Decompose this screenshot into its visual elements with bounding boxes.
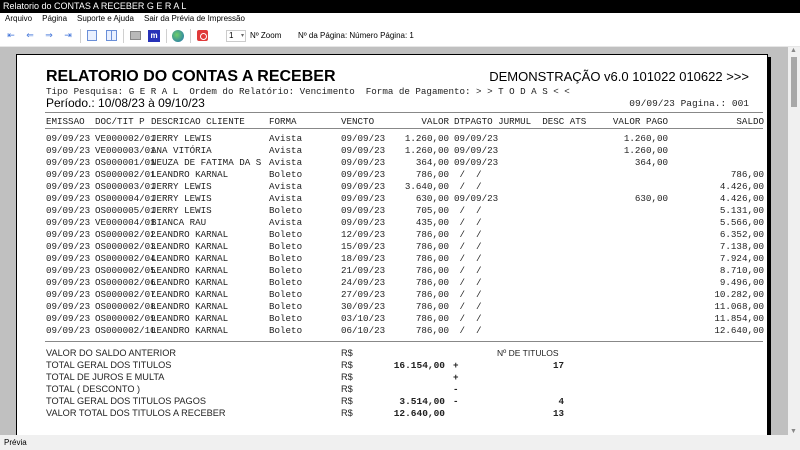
- cell-vencto: 06/10/23: [341, 325, 386, 336]
- summary-count-header: Nº DE TITULOS: [497, 348, 559, 358]
- cell-forma: Boleto: [269, 253, 303, 264]
- cell-cliente: NEUZA DE FATIMA DA S: [151, 157, 262, 168]
- col-forma: FORMA: [269, 116, 297, 127]
- zoom-value: 1: [229, 31, 234, 40]
- cell-forma: Avista: [269, 145, 303, 156]
- cell-saldo: 4.426,00: [719, 181, 764, 192]
- web-export-icon[interactable]: [171, 29, 185, 43]
- cell-emissao: 09/09/23: [46, 301, 91, 312]
- cell-saldo: 7.924,00: [719, 253, 764, 264]
- cell-emissao: 09/09/23: [46, 133, 91, 144]
- table-row: [46, 277, 764, 288]
- cell-valor: 786,00: [415, 265, 449, 276]
- last-page-icon[interactable]: ⇥: [64, 30, 72, 40]
- cell-saldo: 786,00: [730, 169, 764, 180]
- cell-saldo: 5.131,00: [719, 205, 764, 216]
- cell-vencto: 09/09/23: [341, 145, 386, 156]
- table-row: [46, 241, 764, 252]
- col-emissao: EMISSAO: [46, 116, 85, 127]
- table-row: [46, 229, 764, 240]
- cell-forma: Boleto: [269, 301, 303, 312]
- col-cliente: DESCRICAO CLIENTE: [151, 116, 245, 127]
- cell-doc: OS000002/04: [95, 253, 156, 264]
- cell-doc: VE000002/01: [95, 133, 156, 144]
- summary-rs: R$: [341, 372, 353, 382]
- cell-emissao: 09/09/23: [46, 181, 91, 192]
- cell-cliente: LEANDRO KARNAL: [151, 241, 229, 252]
- cell-valor_pago: 1.260,00: [623, 145, 668, 156]
- col-valor-pago: VALOR PAGO: [612, 116, 668, 127]
- cell-emissao: 09/09/23: [46, 277, 91, 288]
- col-doc: DOC/TIT P: [95, 116, 145, 127]
- two-pages-icon[interactable]: [104, 29, 118, 43]
- cell-valor: 786,00: [415, 253, 449, 264]
- summary-sign: +: [453, 360, 459, 371]
- cell-forma: Boleto: [269, 277, 303, 288]
- cell-dtpagto: / /: [454, 229, 482, 240]
- cell-doc: OS000003/01: [95, 181, 156, 192]
- cell-forma: Avista: [269, 217, 303, 228]
- report-filters: Tipo Pesquisa: G E R A L Ordem do Relatório: Vencimento Forma de Pagamento: > > T O D A S < <: [46, 86, 570, 97]
- cell-dtpagto: / /: [454, 181, 482, 192]
- cell-cliente: LEANDRO KARNAL: [151, 301, 229, 312]
- summary-label: TOTAL ( DESCONTO ): [46, 384, 141, 394]
- status-bar: Prévia: [0, 435, 800, 450]
- cell-doc: OS000004/01: [95, 193, 156, 204]
- cell-vencto: 27/09/23: [341, 289, 386, 300]
- table-row: [46, 145, 764, 156]
- cell-dtpagto: / /: [454, 301, 482, 312]
- table-row: [46, 157, 764, 168]
- summary-value: 3.514,00: [399, 396, 445, 407]
- cell-forma: Avista: [269, 133, 303, 144]
- cell-valor: 630,00: [415, 193, 449, 204]
- cell-saldo: 12.640,00: [714, 325, 764, 336]
- cell-saldo: 10.282,00: [714, 289, 764, 300]
- cell-doc: OS000002/09: [95, 313, 156, 324]
- summary-label: VALOR DO SALDO ANTERIOR: [46, 348, 177, 358]
- cell-valor: 786,00: [415, 277, 449, 288]
- scroll-thumb[interactable]: [791, 57, 797, 107]
- cell-dtpagto: 09/09/23: [454, 133, 499, 144]
- cell-emissao: 09/09/23: [46, 325, 91, 336]
- summary-sign: +: [453, 372, 459, 383]
- col-valor: VALOR: [421, 116, 449, 127]
- cell-doc: OS000002/06: [95, 277, 156, 288]
- cell-emissao: 09/09/23: [46, 289, 91, 300]
- cell-saldo: 11.854,00: [714, 313, 764, 324]
- cell-dtpagto: 09/09/23: [454, 145, 499, 156]
- cell-dtpagto: / /: [454, 169, 482, 180]
- cell-doc: OS000002/02: [95, 229, 156, 240]
- table-row: [46, 217, 764, 228]
- report-title: RELATORIO DO CONTAS A RECEBER: [46, 68, 336, 85]
- cell-doc: VE000004/01: [95, 217, 156, 228]
- cell-emissao: 09/09/23: [46, 205, 91, 216]
- cell-dtpagto: / /: [454, 313, 482, 324]
- vertical-scrollbar[interactable]: [788, 47, 800, 435]
- col-vencto: VENCTO: [341, 116, 375, 127]
- cell-vencto: 09/09/23: [341, 181, 386, 192]
- separator: [190, 29, 191, 43]
- table-row: [46, 289, 764, 300]
- cell-saldo: 6.352,00: [719, 229, 764, 240]
- cell-valor_pago: 364,00: [634, 157, 668, 168]
- cell-forma: Boleto: [269, 229, 303, 240]
- cell-valor: 786,00: [415, 313, 449, 324]
- cell-vencto: 09/09/23: [341, 205, 386, 216]
- cell-forma: Boleto: [269, 205, 303, 216]
- cell-valor: 364,00: [415, 157, 449, 168]
- cell-valor: 786,00: [415, 301, 449, 312]
- page-number-label: Nº da Página: Número Página: 1: [298, 31, 414, 40]
- summary-count: 17: [552, 360, 564, 371]
- cell-dtpagto: / /: [454, 253, 482, 264]
- cell-emissao: 09/09/23: [46, 169, 91, 180]
- table-row: [46, 301, 764, 312]
- cell-cliente: LEANDRO KARNAL: [151, 169, 229, 180]
- separator: [123, 29, 124, 43]
- first-page-icon[interactable]: ⇤: [7, 30, 15, 40]
- menu-sair-previa[interactable]: Sair da Prévia de Impressão: [143, 14, 245, 23]
- summary-row: [46, 360, 764, 372]
- cell-forma: Boleto: [269, 289, 303, 300]
- cell-doc: VE000003/01: [95, 145, 156, 156]
- cell-emissao: 09/09/23: [46, 253, 91, 264]
- cell-valor: 1.260,00: [404, 145, 449, 156]
- cell-dtpagto: / /: [454, 325, 482, 336]
- summary-count: 4: [558, 396, 564, 407]
- separator: [166, 29, 167, 43]
- cell-dtpagto: 09/09/23: [454, 193, 499, 204]
- summary-label: TOTAL DE JUROS E MULTA: [46, 372, 165, 382]
- cell-vencto: 09/09/23: [341, 217, 386, 228]
- col-saldo: SALDO: [736, 116, 764, 127]
- summary-count: 13: [552, 408, 564, 419]
- cell-dtpagto: / /: [454, 265, 482, 276]
- summary-rs: R$: [341, 384, 353, 394]
- cell-vencto: 09/09/23: [341, 133, 386, 144]
- summary-row: [46, 348, 764, 360]
- table-row: [46, 169, 764, 180]
- table-row: [46, 193, 764, 204]
- table-row: [46, 313, 764, 324]
- cell-saldo: 7.138,00: [719, 241, 764, 252]
- cell-valor: 786,00: [415, 241, 449, 252]
- scroll-down-icon[interactable]: ▼: [790, 428, 797, 435]
- cell-cliente: LEANDRO KARNAL: [151, 253, 229, 264]
- cell-cliente: JERRY LEWIS: [151, 205, 212, 216]
- cell-emissao: 09/09/23: [46, 313, 91, 324]
- cell-valor: 435,00: [415, 217, 449, 228]
- cell-emissao: 09/09/23: [46, 241, 91, 252]
- cell-forma: Avista: [269, 193, 303, 204]
- cell-doc: OS000002/05: [95, 265, 156, 276]
- cell-vencto: 15/09/23: [341, 241, 386, 252]
- export-icon[interactable]: m: [147, 29, 161, 43]
- summary-row: [46, 372, 764, 384]
- cell-doc: OS000005/01: [95, 205, 156, 216]
- cell-saldo: 9.496,00: [719, 277, 764, 288]
- cell-valor: 705,00: [415, 205, 449, 216]
- close-preview-icon[interactable]: [195, 29, 209, 43]
- zoom-select[interactable]: [226, 30, 246, 42]
- cell-forma: Avista: [269, 157, 303, 168]
- cell-forma: Boleto: [269, 325, 303, 336]
- summary-label: TOTAL GERAL DOS TITULOS PAGOS: [46, 396, 206, 406]
- cell-vencto: 09/09/23: [341, 169, 386, 180]
- cell-dtpagto: / /: [454, 205, 482, 216]
- cell-doc: OS000002/08: [95, 301, 156, 312]
- cell-valor: 786,00: [415, 325, 449, 336]
- cell-vencto: 09/09/23: [341, 157, 386, 168]
- cell-emissao: 09/09/23: [46, 193, 91, 204]
- cell-forma: Avista: [269, 181, 303, 192]
- cell-cliente: BIANCA RAU: [151, 217, 207, 228]
- cell-valor_pago: 630,00: [634, 193, 668, 204]
- cell-cliente: LEANDRO KARNAL: [151, 265, 229, 276]
- menu-arquivo[interactable]: Arquivo: [5, 14, 33, 23]
- cell-vencto: 03/10/23: [341, 313, 386, 324]
- preview-viewport: [0, 47, 788, 435]
- cell-vencto: 12/09/23: [341, 229, 386, 240]
- window-title: Relatorio do CONTAS A RECEBER G E R A L: [0, 0, 800, 13]
- demo-version: DEMONSTRAÇÃO v6.0 101022 010622 >>>: [489, 69, 749, 84]
- cell-dtpagto: / /: [454, 217, 482, 228]
- table-header: [46, 116, 764, 127]
- cell-saldo: 5.566,00: [719, 217, 764, 228]
- cell-emissao: 09/09/23: [46, 229, 91, 240]
- col-dtpagto: DTPAGTO JURMUL DESC ATS: [454, 116, 587, 127]
- divider: [45, 341, 763, 342]
- print-icon[interactable]: [128, 29, 142, 43]
- report-period: Período.: 10/08/23 à 09/10/23: [46, 96, 205, 110]
- cell-valor: 1.260,00: [404, 133, 449, 144]
- cell-doc: OS000002/03: [95, 241, 156, 252]
- next-page-icon[interactable]: ⇒: [45, 30, 53, 40]
- table-row: [46, 181, 764, 192]
- cell-emissao: 09/09/23: [46, 217, 91, 228]
- chevron-down-icon: ▾: [240, 33, 244, 39]
- cell-vencto: 21/09/23: [341, 265, 386, 276]
- cell-dtpagto: 09/09/23: [454, 157, 499, 168]
- divider: [45, 128, 763, 129]
- cell-emissao: 09/09/23: [46, 265, 91, 276]
- summary-sign: -: [453, 396, 459, 407]
- cell-saldo: 8.710,00: [719, 265, 764, 276]
- cell-cliente: JERRY LEWIS: [151, 193, 212, 204]
- cell-saldo: 11.068,00: [714, 301, 764, 312]
- cell-valor: 786,00: [415, 229, 449, 240]
- cell-cliente: LEANDRO KARNAL: [151, 313, 229, 324]
- cell-valor: 3.640,00: [404, 181, 449, 192]
- previous-page-icon[interactable]: ⇐: [26, 30, 34, 40]
- cell-emissao: 09/09/23: [46, 157, 91, 168]
- cell-valor_pago: 1.260,00: [623, 133, 668, 144]
- cell-doc: OS000002/01: [95, 169, 156, 180]
- cell-cliente: JERRY LEWIS: [151, 181, 212, 192]
- cell-forma: Boleto: [269, 265, 303, 276]
- scroll-up-icon[interactable]: ▲: [790, 47, 797, 54]
- single-page-icon[interactable]: [85, 29, 99, 43]
- report-page: [16, 54, 768, 435]
- cell-valor: 786,00: [415, 289, 449, 300]
- cell-dtpagto: / /: [454, 241, 482, 252]
- summary-value: 12.640,00: [393, 408, 445, 419]
- cell-cliente: LEANDRO KARNAL: [151, 229, 229, 240]
- cell-doc: OS000001/01: [95, 157, 156, 168]
- table-row: [46, 205, 764, 216]
- menu-bar: [0, 13, 800, 25]
- summary-label: VALOR TOTAL DOS TITULOS A RECEBER: [46, 408, 226, 418]
- summary-label: TOTAL GERAL DOS TITULOS: [46, 360, 172, 370]
- cell-doc: OS000002/07: [95, 289, 156, 300]
- cell-doc: OS000002/10: [95, 325, 156, 336]
- cell-vencto: 30/09/23: [341, 301, 386, 312]
- cell-dtpagto: / /: [454, 277, 482, 288]
- table-row: [46, 253, 764, 264]
- summary-row: [46, 384, 764, 396]
- cell-cliente: JERRY LEWIS: [151, 133, 212, 144]
- summary-rs: R$: [341, 360, 353, 370]
- cell-forma: Boleto: [269, 241, 303, 252]
- cell-saldo: 4.426,00: [719, 193, 764, 204]
- divider: [45, 112, 763, 113]
- separator: [80, 29, 81, 43]
- summary-rs: R$: [341, 408, 353, 418]
- cell-forma: Boleto: [269, 169, 303, 180]
- menu-pagina[interactable]: Página: [42, 14, 68, 23]
- summary-row: [46, 396, 764, 408]
- summary-rs: R$: [341, 348, 353, 358]
- cell-cliente: LEANDRO KARNAL: [151, 277, 229, 288]
- zoom-label: Nº Zoom: [250, 31, 282, 40]
- summary-rs: R$: [341, 396, 353, 406]
- cell-forma: Boleto: [269, 313, 303, 324]
- summary-row: [46, 408, 764, 420]
- summary-sign: -: [453, 384, 459, 395]
- cell-cliente: ANA VITÓRIA: [151, 145, 212, 156]
- table-row: [46, 133, 764, 144]
- table-row: [46, 265, 764, 276]
- cell-cliente: LEANDRO KARNAL: [151, 325, 229, 336]
- menu-suporte[interactable]: Suporte e Ajuda: [77, 14, 134, 23]
- cell-vencto: 09/09/23: [341, 193, 386, 204]
- report-date-page: 09/09/23 Pagina.: 001: [629, 98, 749, 109]
- cell-vencto: 24/09/23: [341, 277, 386, 288]
- cell-emissao: 09/09/23: [46, 145, 91, 156]
- cell-dtpagto: / /: [454, 289, 482, 300]
- cell-cliente: LEANDRO KARNAL: [151, 289, 229, 300]
- cell-valor: 786,00: [415, 169, 449, 180]
- summary-value: 16.154,00: [393, 360, 445, 371]
- cell-vencto: 18/09/23: [341, 253, 386, 264]
- table-row: [46, 325, 764, 336]
